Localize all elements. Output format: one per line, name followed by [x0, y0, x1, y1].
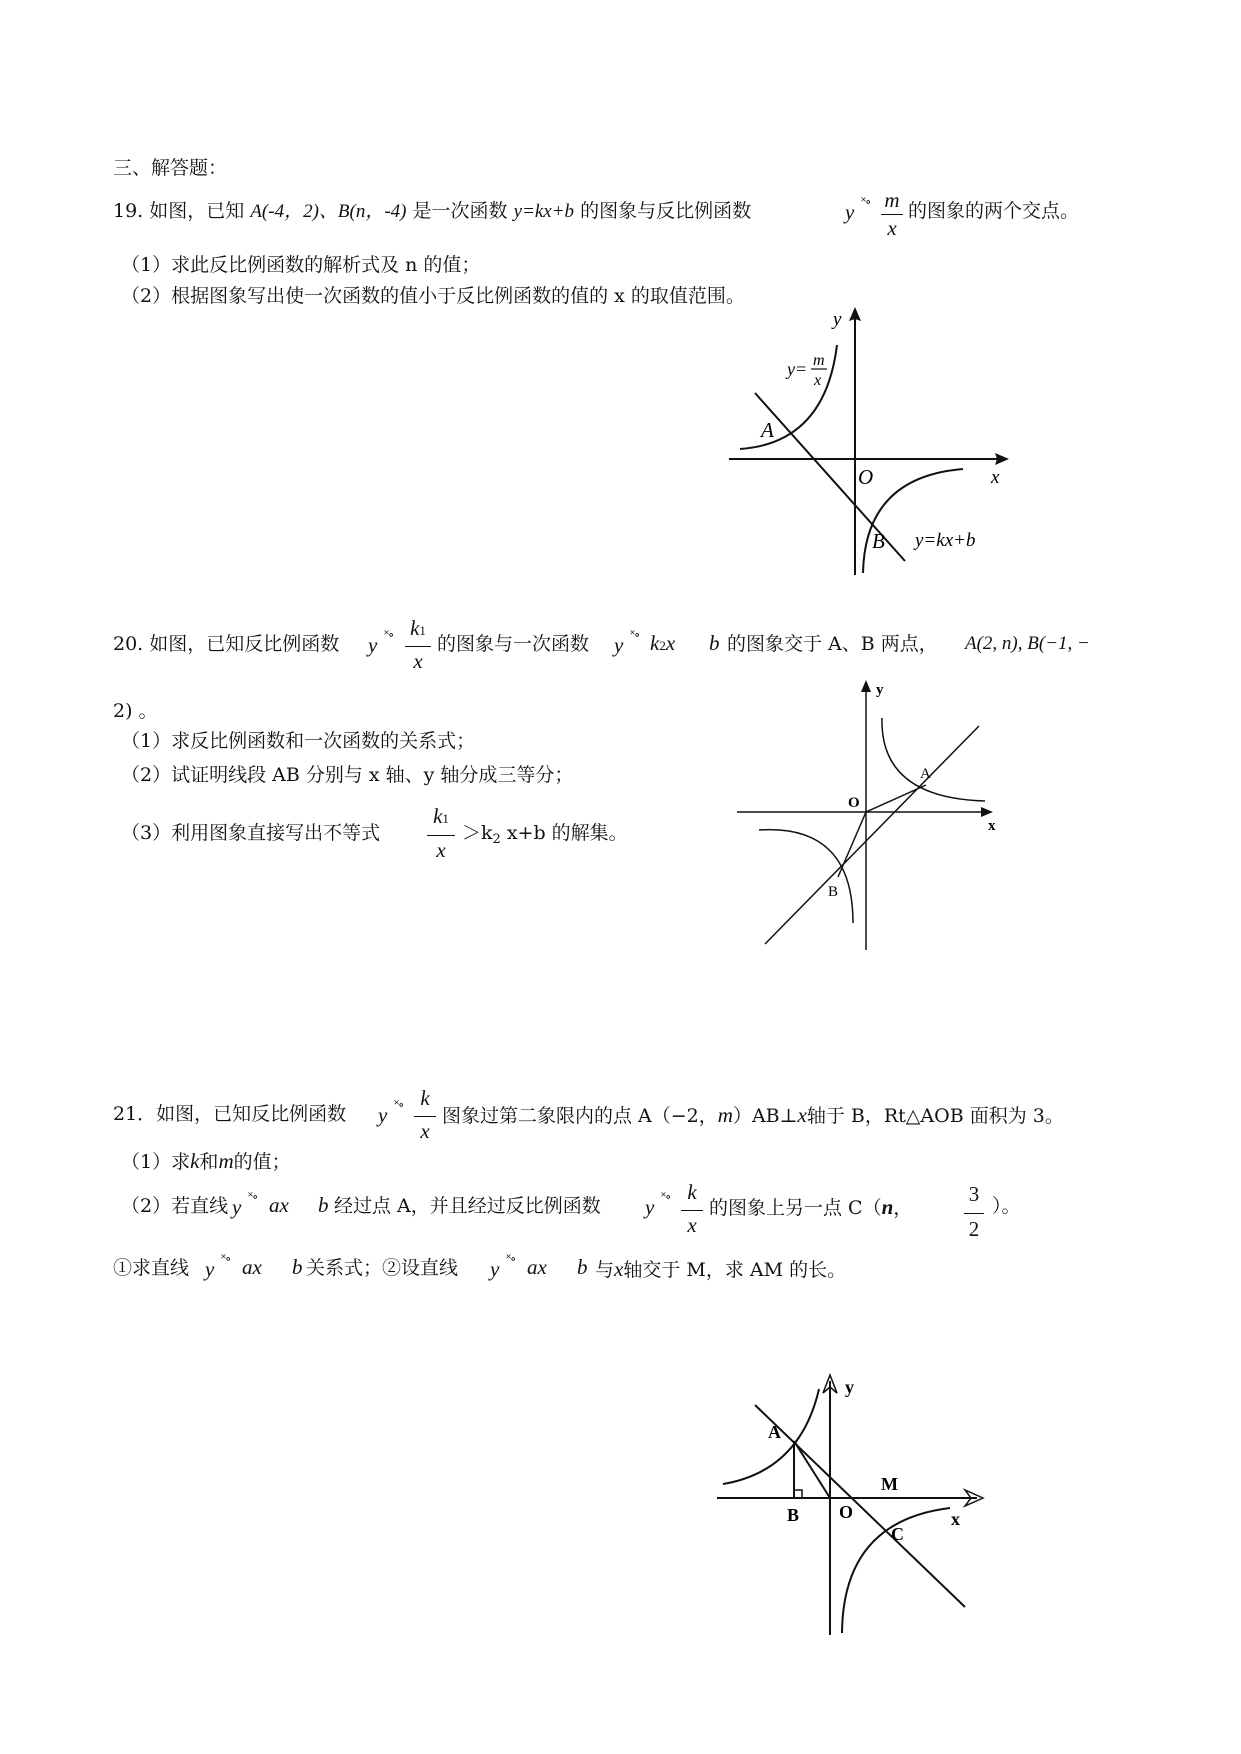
q21-text-a: 21．如图，已知反比例函数 [113, 1103, 347, 1125]
q21-frac-num: k [420, 1086, 430, 1110]
q19-fraction [881, 188, 903, 242]
q21-part1: （1）求k和m的值； [121, 1149, 291, 1173]
q21-glyph-dots-5: ˟∘ [506, 1252, 516, 1267]
q19-x-arrow [995, 453, 1009, 465]
q20-part3-a: （3）利用图象直接写出不等式 [121, 822, 381, 844]
q21-func-y: y [378, 1103, 388, 1127]
q20-k2: k2x [650, 631, 676, 655]
q19-label-origin: O [858, 465, 874, 489]
q21-part2-b: b [318, 1193, 329, 1217]
q19-func-y: y [845, 200, 855, 224]
q21-glyph-dots-3: ˟∘ [661, 1190, 671, 1205]
q21-part2-y: y [232, 1195, 242, 1219]
q21-fraction [414, 1086, 436, 1146]
q21-part3-b: b [292, 1255, 303, 1279]
q19-frac-num: m [884, 188, 900, 212]
q19-text-e: 的图象与反比例函数 [580, 200, 752, 222]
q19-frac-den: x [887, 216, 897, 240]
q21-label-origin: O [839, 1502, 854, 1522]
q20-part2: （2）试证明线段 AB 分别与 x 轴、y 轴分成三等分； [121, 764, 574, 786]
q21-part2-fden: 2 [968, 1217, 980, 1241]
q20-fraction [405, 616, 431, 676]
q21-label-c: C [891, 1524, 904, 1544]
q19-part2: （2）根据图象写出使一次函数的值小于反比例函数的值的 x 的取值范围。 [121, 285, 745, 307]
q20-glyph-dots-1: ˟∘ [384, 628, 394, 643]
q19-label-a: A [761, 418, 774, 442]
q21-part2-y2: y [645, 1195, 655, 1219]
q21-part2-c: 经过点 A，并且经过反比例函数 [334, 1195, 601, 1217]
q21-part2-num: k [687, 1180, 697, 1204]
q19-label-line: y=kx+b [915, 530, 976, 551]
q20-func-y: y [368, 633, 378, 657]
q19-line1 [113, 200, 751, 224]
q19-label-curve: y= [787, 359, 808, 379]
q20-frac-den: x [413, 649, 423, 673]
q20-line2: 2) 。 [113, 700, 158, 722]
q21-part3-a: ①求直线 [113, 1257, 190, 1279]
q21-part2-den: x [687, 1213, 697, 1237]
q19-text-g: 的图象的两个交点。 [908, 200, 1080, 222]
q19-label-y: y [833, 309, 842, 330]
q20-part3-den: x [436, 838, 446, 862]
q21-label-x: x [951, 1509, 960, 1529]
q21-part3-y: y [205, 1257, 215, 1281]
q19-figure [725, 305, 1015, 565]
q21-part2-ax: ax [269, 1193, 289, 1217]
q20-points: A(2, n), B(−1, − [965, 633, 1090, 654]
q20-label-b: B [828, 884, 839, 900]
q21-label-b: B [787, 1505, 800, 1525]
q19-label-curve-den: x [814, 372, 822, 389]
q19-label-curve-num: m [813, 352, 825, 369]
q20-glyph-dots-2: ˟∘ [630, 628, 640, 643]
section-title: 三、解答题： [113, 157, 228, 179]
q21-label-m: M [881, 1474, 898, 1494]
q20-part3-num: k1 [433, 804, 449, 828]
q21-glyph-dots-4: ˟∘ [221, 1252, 231, 1267]
q20-text-b: 的图象与一次函数 [437, 633, 590, 655]
q20-part1: （1）求反比例函数和一次函数的关系式； [121, 730, 476, 752]
q19-y-arrow [849, 307, 861, 321]
q20-figure [735, 680, 1005, 950]
q21-part3-ax: ax [242, 1255, 262, 1279]
q19-text-c: 是一次函数 [412, 200, 508, 222]
q20-part3-b: $>k_2$ x+b 的解集。 [462, 822, 628, 847]
q20-hyperbola-upper [882, 718, 985, 801]
q20-func-y2: y [614, 633, 624, 657]
q19-text-a: 19. 如图，已知 [113, 200, 245, 222]
q21-label-y: y [845, 1377, 854, 1397]
q19-label-b: B [872, 529, 885, 553]
q19-part1: （1）求此反比例函数的解析式及 n 的值； [121, 254, 481, 276]
q21-part3-b2: b [577, 1255, 588, 1279]
q19-points: A(-4，2)、B(n，-4) [250, 201, 407, 222]
q21-glyph-dots-1: ˟∘ [394, 1098, 404, 1113]
q21-part2-d: 的图象上另一点 C（n， [709, 1195, 913, 1219]
q20-b: b [709, 631, 720, 655]
q21-label-a: A [768, 1422, 781, 1442]
q21-glyph-dots-2: ˟∘ [248, 1190, 258, 1205]
q20-label-origin: O [848, 795, 860, 811]
q19-glyph-dots: ˟∘ [861, 195, 871, 210]
q21-frac-den: x [420, 1119, 430, 1143]
q20-label-a: A [920, 766, 931, 782]
q20-segment-oa [866, 785, 926, 812]
q21-figure [715, 1375, 985, 1645]
q20-label-y: y [876, 682, 884, 698]
q21-part2-3over2 [964, 1182, 984, 1246]
q21-part2-a: （2）若直线 [121, 1195, 229, 1217]
q20-text-c: 的图象交于 A、B 两点， [727, 633, 938, 655]
q20-line [765, 726, 979, 944]
q21-part3-c: 关系式；②设直线 [306, 1257, 459, 1279]
q21-part3-y2: y [490, 1257, 500, 1281]
q20-y-arrow [861, 680, 871, 692]
q19-hyperbola-lower [863, 469, 963, 573]
q21-line1-rest: 图象过第二象限内的点 A（−2，m）AB⊥x轴于 B，Rt△AOB 面积为 3。 [442, 1103, 1064, 1127]
q21-right-angle [794, 1490, 802, 1498]
q20-x-arrow [981, 807, 993, 817]
q19-label-x: x [991, 467, 1000, 488]
q20-part3-fraction [427, 804, 455, 866]
q21-part2-fraction [681, 1180, 703, 1240]
q21-part3-rest: 与x轴交于 M，求 AM 的长。 [595, 1257, 847, 1281]
q21-part2-e: ）。 [992, 1195, 1021, 1217]
q20-text-a: 20. 如图，已知反比例函数 [113, 633, 340, 655]
q21-part3-ax2: ax [527, 1255, 547, 1279]
q20-frac-num: k1 [410, 616, 426, 640]
q19-linear-func: y=kx+b [513, 201, 575, 222]
q21-part2-fnum: 3 [968, 1182, 980, 1206]
q20-label-x: x [988, 818, 996, 834]
